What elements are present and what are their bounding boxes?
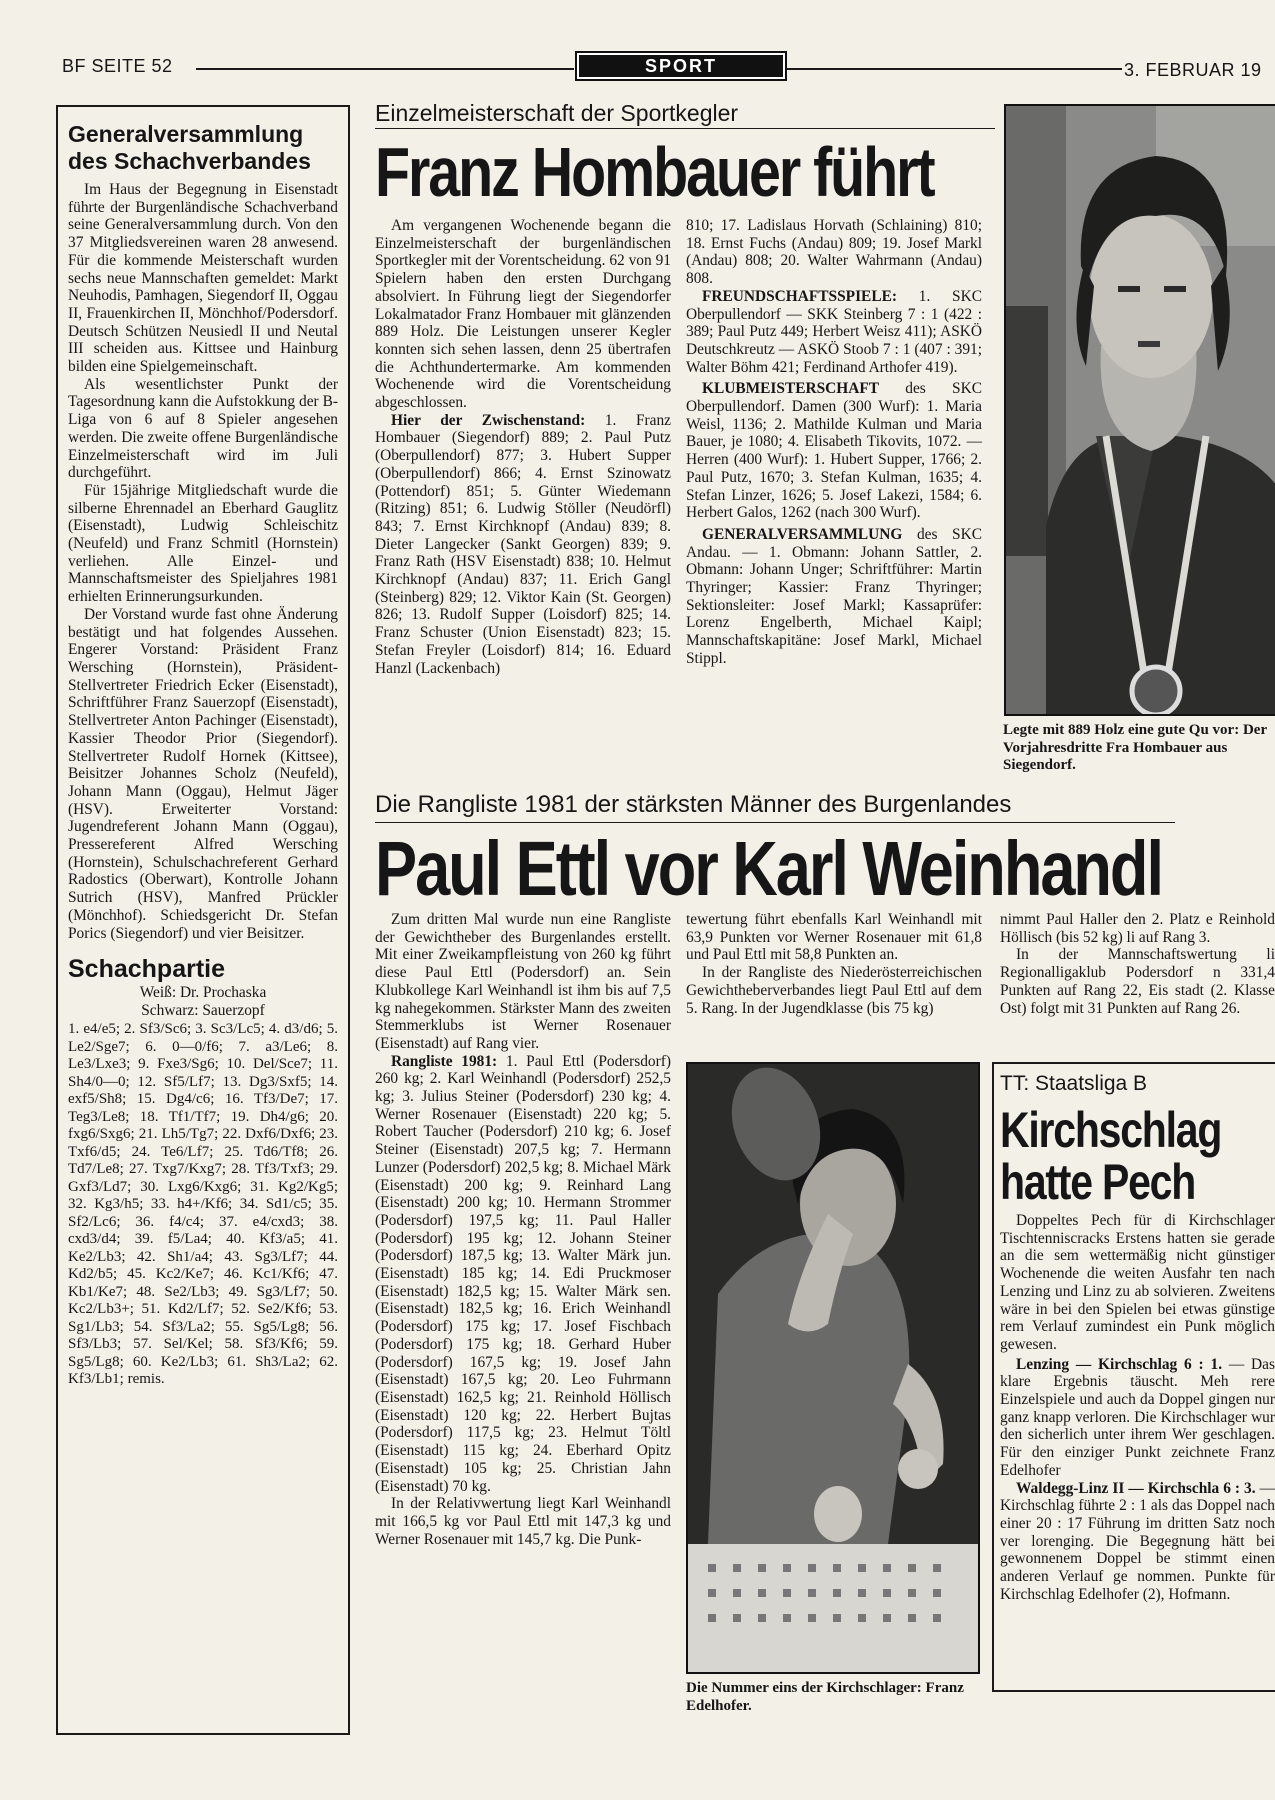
- chess-paragraph: Als wesentlichster Punkt der Tagesordnung kann die Aufstokkung der B-Liga von 6 auf 8 Spieler angesehen werden. Die zweite offene Burgenländische Einzelmeisterschaft wird im Juli durchgeführt.: [68, 375, 338, 482]
- tt-headline-line-2: hatte Pech: [1000, 1154, 1196, 1208]
- tt-kicker: TT: Staatsliga B: [1000, 1072, 1148, 1095]
- tt-headline-line-1: Kirchschlag: [1000, 1104, 1222, 1158]
- rangliste-youth: nimmt Paul Haller den 2. Platz e Reinhold Höllisch (bis 52 kg) li auf Rang 3.: [1000, 911, 1275, 946]
- rangliste-points: tewertung führt ebenfalls Karl Weinhandl mit 63,9 Punkten vor Werner Rosenauer mit 61,8 und Paul Ettl mit 58,8 Punkten an.: [686, 911, 982, 964]
- tt-match-2-label: Waldegg-Linz II — Kirchschla 6 : 3.: [1016, 1479, 1256, 1497]
- rangliste-column-2: [686, 911, 982, 1017]
- tt-match-2-text: — Kirchschlag führte 2 : 1 als das Doppel nach einer 20 : 17 Führung im dritten Satz noch ver lorenging. Die Begegnung hätt bei gewonnenem Doppel be stimmt einen anderen Verlauf ge nommen. Punkte für Kirchschlag Edelhofer (2), Hofmann.: [1000, 1479, 1275, 1603]
- kegler-standings-text: 1. Franz Hombauer (Siegendorf) 889; 2. Paul Putz (Oberpullendorf) 877; 3. Hubert Supper (Oberpullendorf) 866; 4. Ernst Szinowatz (Pottendorf) 851; 5. Günter Wiedemann (Ritzing) 851; 6. Ludwig Stöller (Neudörfl) 843; 7. Ernst Kirchknopf (Andau) 839; 8. Dieter Langecker (Sankt Georgen) 839; 9. Franz Rath (HSV Eisenstadt) 838; 10. Helmut Kirchknopf (Andau) 837; 11. Erich Gangl (Steinberg) 829; 12. Viktor Kain (St. Georgen) 826; 13. Rudolf Supper (Loisdorf) 825; 14. Franz Schuster (Union Eisenstadt) 823; 15. Stefan Freyler (Loisdorf) 814; 16. Eduard Hanzl (Lackenbach): [375, 411, 671, 677]
- hombauer-photo-caption: Legte mit 889 Holz eine gute Qu vor: Der Vorjahresdritte Fra Hombauer aus Siegendorf.: [1003, 722, 1267, 773]
- kegler-kicker-rule: [375, 128, 995, 129]
- kegler-column-2: [686, 217, 982, 668]
- section-label-box: [575, 51, 787, 81]
- section-label: SPORT: [579, 55, 783, 77]
- rangliste-kicker: Die Rangliste 1981 der stärksten Männer des Burgenlandes: [375, 791, 1012, 818]
- rangliste-list: [375, 1053, 671, 1496]
- kegler-headline: Franz Hombauer führt: [375, 133, 934, 211]
- chess-black-player: Schwarz: Sauerzopf: [141, 1001, 265, 1019]
- kegler-club-text: des SKC Oberpullendorf. Damen (300 Wurf): 1. Maria Weisl, 1136; 2. Mathilde Kulman und Maria Bauer, je 1080; 4. Elisabeth Tikovits, 1072. — Herren (400 Wurf): 1. Hubert Supper, 1766; 2. Paul Putz, 1670; 3. Stefan Kulman, 1635; 4. Stefan Linzer, 1626; 5. Josef Lakezi, 1584; 6. Herbert Galos, 1262 (nach 300 Wurf).: [686, 380, 982, 522]
- chess-game-title: Schachpartie: [68, 955, 226, 984]
- rangliste-relative: In der Relativwertung liegt Karl Weinhandl mit 166,5 kg vor Paul Ettl mit 147,3 kg und Werner Rosenauer mit 145,7 kg. Die Punk-: [375, 1495, 671, 1548]
- edelhofer-photo-image: [688, 1064, 978, 1672]
- tt-body: [1000, 1212, 1275, 1603]
- hombauer-photo-image: [1006, 106, 1275, 716]
- rangliste-noe: In der Rangliste des Niederösterreichischen Gewichtheberverbandes liegt Paul Ettl auf dem 5. Rang. In der Jugendklasse (bis 75 kg): [686, 964, 982, 1017]
- kegler-kicker: Einzelmeisterschaft der Sportkegler: [375, 100, 739, 126]
- chess-article-title: Generalversammlung des Schachverbandes: [68, 121, 311, 174]
- kegler-general-label: GENERALVERSAMMLUNG: [702, 525, 903, 543]
- header-rule-right: [787, 68, 1122, 70]
- hombauer-photo: [1004, 104, 1275, 716]
- tt-match-1: [1000, 1356, 1275, 1480]
- chess-paragraph: Für 15jährige Mitgliedschaft wurde die silberne Ehrennadel an Eberhard Gauglitz (Eisenstadt), Ludwig Schleischitz (Neufeld) und Franz Schmitl (Hornstein) verliehen. Alle Einzel- und Mannschaftsmeister des Spieljahres 1981 erhielten Erinnerungsurkunden.: [68, 481, 338, 606]
- rangliste-kicker-rule: [375, 822, 1175, 823]
- rangliste-list-text: 1. Paul Ettl (Podersdorf) 260 kg; 2. Karl Weinhandl (Podersdorf) 252,5 kg; 3. Julius Steiner (Podersdorf) 230 kg; 4. Werner Rosenauer (Eisenstadt) 220 kg; 5. Robert Taucher (Podersdorf) 210 kg; 6. Josef Steiner (Eisenstadt) 207,5 kg; 7. Hermann Lunzer (Podersdorf) 202,5 kg; 8. Michael Märk (Eisenstadt) 200 kg; 9. Reinhard Lang (Eisenstadt) 200 kg; 10. Hermann Strommer (Podersdorf) 197,5 kg; 11. Paul Haller (Podersdorf) 195 kg; 12. Johann Steiner (Podersdorf) 187,5 kg; 13. Walter Märk jun. (Eisenstadt) 185 kg; 14. Edi Pruckmoser (Eisenstadt) 182,5 kg; 15. Walter Märk sen. (Eisenstadt) 182,5 kg; 16. Erich Weinhandl (Podersdorf) 175 kg; 17. Josef Fischbach (Podersdorf) 175 kg; 18. Gerhard Huber (Podersdorf) 167,5 kg; 19. Josef Jahn (Eisenstadt) 167,5 kg; 20. Leo Fuhrmann (Eisenstadt) 162,5 kg; 21. Reinhold Höllisch (Eisenstadt) 120 kg; 22. Herbert Bujtas (Podersdorf) 117,5 kg; 23. Helmut Töltl (Eisenstadt) 115 kg; 24. Eberhard Opitz (Eisenstadt) 105 kg; 25. Christian Jahn (Eisenstadt) 70 kg.: [375, 1052, 671, 1495]
- chess-paragraph: Im Haus der Begegnung in Eisenstadt führte der Burgenländische Schachverband seine Generalversammlung durch. Von den 37 Mitgliedsvereinen waren 28 anwesend. Für die kommende Meisterschaft wurden sechs neue Mannschaften gemeldet: Markt Neuhodis, Pamhagen, Siegendorf II, Oggau II, Frauenkirchen II, Mönchhof/Podersdorf. Deutsch Schützen Neusiedl II und Neutal III scheiden aus. Kittsee und Hainburg bilden eine Spielgemeinschaft.: [68, 181, 338, 376]
- kegler-general-text: des SKC Andau. — 1. Obmann: Johann Sattler, 2. Obmann: Johann Unger; Schriftführer: Martin Thyringer; Kassier: Franz Thyringer; Sektionsleiter: Josef Markl; Kassaprüfer: Lorenz Engelberth, Michael Kaipl; Mannschaftskapitäne: Josef Markl, Michael Stippl.: [686, 525, 982, 667]
- tt-headline: [1000, 1104, 1275, 1208]
- chess-article-box: [56, 105, 350, 1735]
- rangliste-column-3: [1000, 911, 1275, 1017]
- rangliste-team: In der Mannschaftswertung li Regionalligaklub Podersdorf n 331,4 Punkten auf Rang 22, Eis stadt (2. Klasse Ost) folgt mit 31 Punkten auf Rang 26.: [1000, 946, 1275, 1017]
- chess-moves: 1. e4/e5; 2. Sf3/Sc6; 3. Sc3/Lc5; 4. d3/d6; 5. Le2/Sge7; 6. 0—0/f6; 7. a3/Le6; 8. Le3/Lxe3; 9. Fxe3/Sg6; 10. Del/Sce7; 11. Sh4/0—0; 12. Sf5/Lf7; 13. Dg3/Sxf5; 14. exf5/Sh8; 15. Dg4/c6; 16. Tf3/De7; 17. Teg3/Le8; 18. Tf1/Tf7; 19. Dh4/g6; 20. fxg6/Sxg6; 21. Lh5/Tg7; 22. Dxf6/Dxf6; 23. Txf6/d5; 24. Te6/Lf7; 25. Td6/Tf8; 26. Td7/Le8; 27. Txg7/Kxg7; 28. Tf3/Txf3; 29. Gxf3/Ld7; 30. Lxg6/Kxg6; 31. Kg2/Kg5; 32. Kg3/h5; 33. h4+/Kf6; 34. Sd1/c5; 35. Sf2/Lc6; 36. f4/c4; 37. e4/cxd3; 38. cxd3/d4; 39. f5/La4; 40. Kf3/a5; 41. Ke2/Lb3; 42. Sh1/a4; 43. Sg3/Lf7; 44. Kd2/b5; 45. Kc2/Ke7; 46. Kc1/Kf6; 47. Kb1/Ke7; 48. Se2/Lb3; 49. Sg3/Lf7; 50. Kc2/Lb3+; 51. Kd2/Lf7; 52. Se2/Kf6; 53. Sg1/Lb3; 54. Sf3/La2; 55. Sg5/Lg8; 56. Sf3/Lb3; 57. Sel/Kel; 58. Sf3/Kf6; 59. Sg5/Lg8; 60. Ke2/Lb3; 61. Sh3/La2; 62. Kf3/Lb1; remis.: [68, 1021, 338, 1388]
- edelhofer-photo: [686, 1062, 980, 1674]
- header-rule-left: [196, 68, 574, 70]
- issue-date: 3. FEBRUAR 19: [1124, 60, 1262, 80]
- kegler-friendly: [686, 288, 982, 377]
- kegler-club: [686, 380, 982, 522]
- rangliste-list-label: Rangliste 1981:: [391, 1052, 498, 1070]
- rangliste-intro: Zum dritten Mal wurde nun eine Rangliste der Gewichtheber des Burgenlandes erstellt. Mit einer Zweikampfleistung von 260 kg führt diese Paul Ettl (Podersdorf) an. Sein Klubkollege Karl Weinhandl ist ihm bis auf 7,5 kg nahegekommen. Stärkster Mann des zweiten Stemmerklubs ist Werner Rosenauer (Eisenstadt) auf Rang vier.: [375, 911, 671, 1052]
- tt-match-2: [1000, 1480, 1275, 1604]
- kegler-friendly-label: FREUNDSCHAFTSSPIELE:: [702, 287, 897, 305]
- rangliste-headline: Paul Ettl vor Karl Weinhandl: [375, 826, 1162, 912]
- kegler-standings-cont: 810; 17. Ladislaus Horvath (Schlaining) 810; 18. Ernst Fuchs (Andau) 809; 19. Josef Markl (Andau) 808; 20. Walter Wahrmann (Andau) 808.: [686, 217, 982, 288]
- kegler-club-label: KLUBMEISTERSCHAFT: [702, 380, 880, 398]
- kegler-standings-label: Hier der Zwischenstand:: [391, 411, 586, 429]
- rangliste-column-1: [375, 911, 671, 1548]
- kegler-standings: [375, 412, 671, 678]
- kegler-intro: Am vergangenen Wochenende begann die Einzelmeisterschaft der burgenländischen Sportkegler mit der Vorentscheidung. 62 von 91 Spielern haben den ersten Durchgang absolviert. In Führung liegt der Siegendorfer Lokalmatador Franz Hombauer mit glänzenden 889 Holz. Die Leistungen unserer Kegler konnten sich sehen lassen, denn 25 übertrafen die Achthundertermarke. Am kommenden Wochenende wird die Vorentscheidung abgeschlossen.: [375, 217, 671, 412]
- kegler-column-1: [375, 217, 671, 677]
- edelhofer-photo-caption: Die Nummer eins der Kirchschlager: Franz Edelhofer.: [686, 1680, 964, 1714]
- chess-paragraph: Der Vorstand wurde fast ohne Änderung bestätigt und hat folgendes Aussehen. Engerer Vorstand: Präsident Franz Wersching (Hornstein), Präsident-Stellvertreter Friedrich Ecker (Eisenstadt), Schriftführer Franz Sauerzopf (Eisenstadt), Stellvertreter Anton Pachinger (Eisenstadt), Kassier Theodor Prior (Siegendorf). Stellvertreter Rudolf Hornek (Kittsee), Beisitzer Johannes Scholz (Neufeld), Johann Mann (Oggau), Helmut Jäger (HSV). Erweiterter Vorstand: Jugendreferent Johann Mann (Oggau), Pressereferent Alfred Wersching (Hornstein), Schulschachreferent Gerhard Radostics (Oberwart), Kontrolle Johann Sutrich (HSV), Manfred Prückler (Mönchhof). Schiedsgericht Dr. Stefan Porics (Siegendorf) und vier Beisitzer.: [68, 605, 338, 942]
- kegler-general: [686, 526, 982, 668]
- tt-match-1-text: — Das klare Ergebnis täuscht. Meh rere Einzelspiele und auch da Doppel gingen nur ganz knapp verloren. Die Kirchschlager wur den sicherlich unter ihrem Wer geschlagen. Für den einziger Punkt zeichnete Franz Edelhofer: [1000, 1355, 1275, 1479]
- tt-match-1-label: Lenzing — Kirchschlag 6 : 1.: [1016, 1355, 1223, 1373]
- chess-white-player: Weiß: Dr. Prochaska: [139, 984, 267, 1002]
- kegler-friendly-text: 1. SKC Oberpullendorf — SKK Steinberg 7 : 1 (422 : 389; Paul Putz 449; Herbert Weisz 411); ASKÖ Deutschkreutz — ASKÖ Stoob 7 : 1 (407 : 391; Walter Böhm 421; Ferdinand Arthofer 419).: [686, 287, 982, 376]
- tt-intro: Doppeltes Pech für di Kirchschlager Tischtenniscracks Erstens hatten sie gerade an die sem wettermäßig nicht günstiger Wochenende die weiten Ausfahr ten nach Lenzing und Linz zu ab solvieren. Zweitens wäre in bei den Spielen bei etwas günstige rem Verlauf zumindest ein Punk möglich gewesen.: [1000, 1212, 1275, 1353]
- page-label: BF SEITE 52: [62, 56, 173, 76]
